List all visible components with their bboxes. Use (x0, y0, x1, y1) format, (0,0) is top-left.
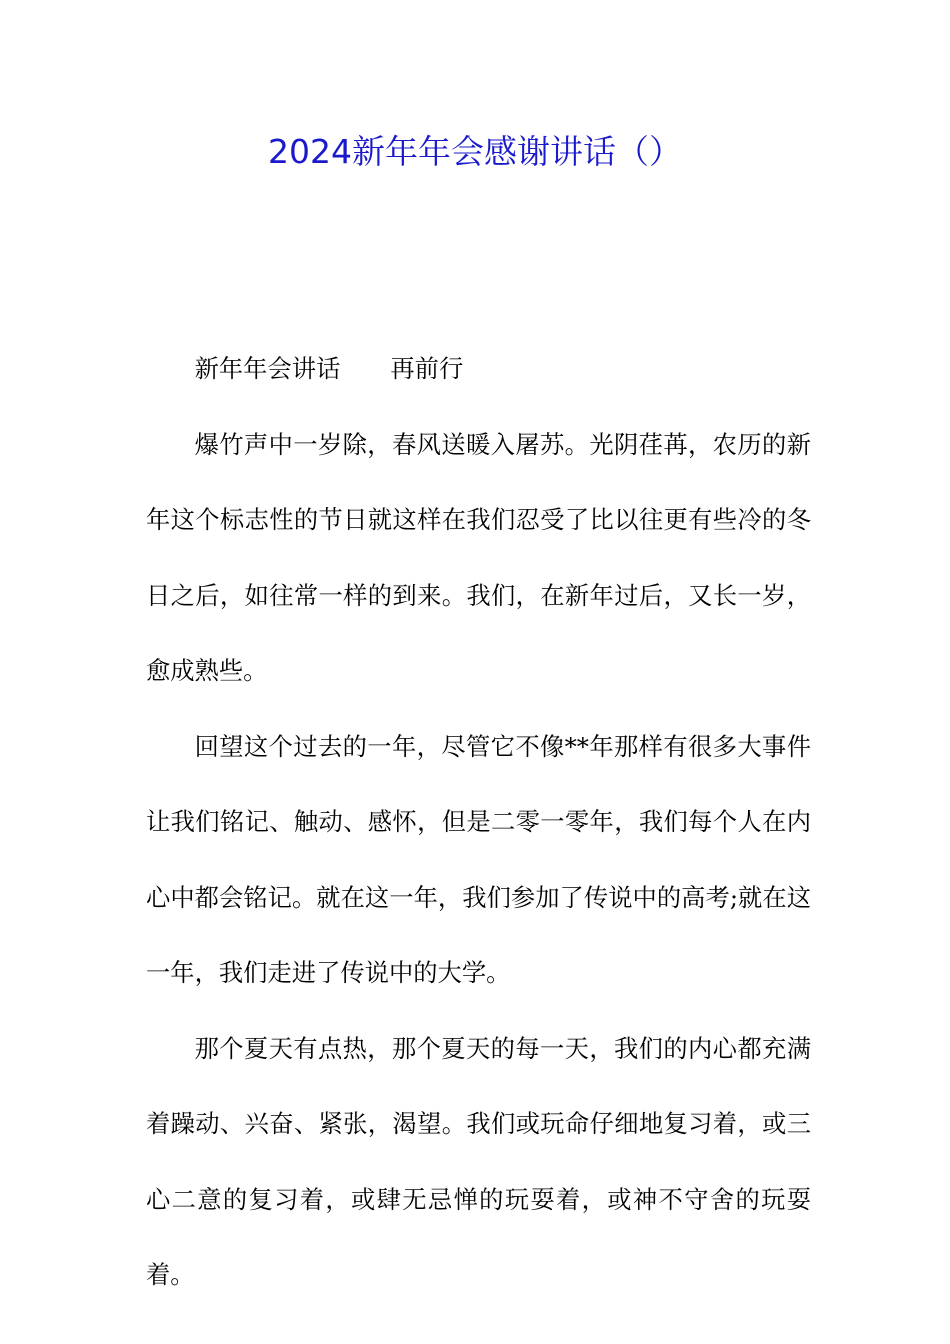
document-body (146, 331, 811, 1313)
document-title: 2024新年年会感谢讲话（） (268, 132, 682, 171)
subheading (146, 331, 811, 407)
paragraph-3: 那个夏天有点热，那个夏天的每一天，我们的内心都充满着躁动、兴奋、紧张，渴望。我们或玩命仔细地复习着，或三心二意的复习着，或肆无忌惮的玩耍着，或神不守舍的玩耍着。 (146, 1033, 811, 1289)
paragraph-1: 爆竹声中一岁除，春风送暖入屠苏。光阴荏苒，农历的新年这个标志性的节日就这样在我们忍受了比以往更有些冷的冬日之后，如往常一样的到来。我们，在新年过后，又长一岁，愈成熟些。 (146, 429, 811, 685)
paragraph-2: 回望这个过去的一年，尽管它不像**年那样有很多大事件让我们铭记、触动、感怀，但是二零一零年，我们每个人在内心中都会铭记。就在这一年，我们参加了传说中的高考;就在这一年，我们走进了传说中的大学。 (146, 731, 811, 987)
subheading-left: 新年年会讲话 (194, 354, 341, 383)
subheading-right: 再前行 (390, 354, 464, 383)
